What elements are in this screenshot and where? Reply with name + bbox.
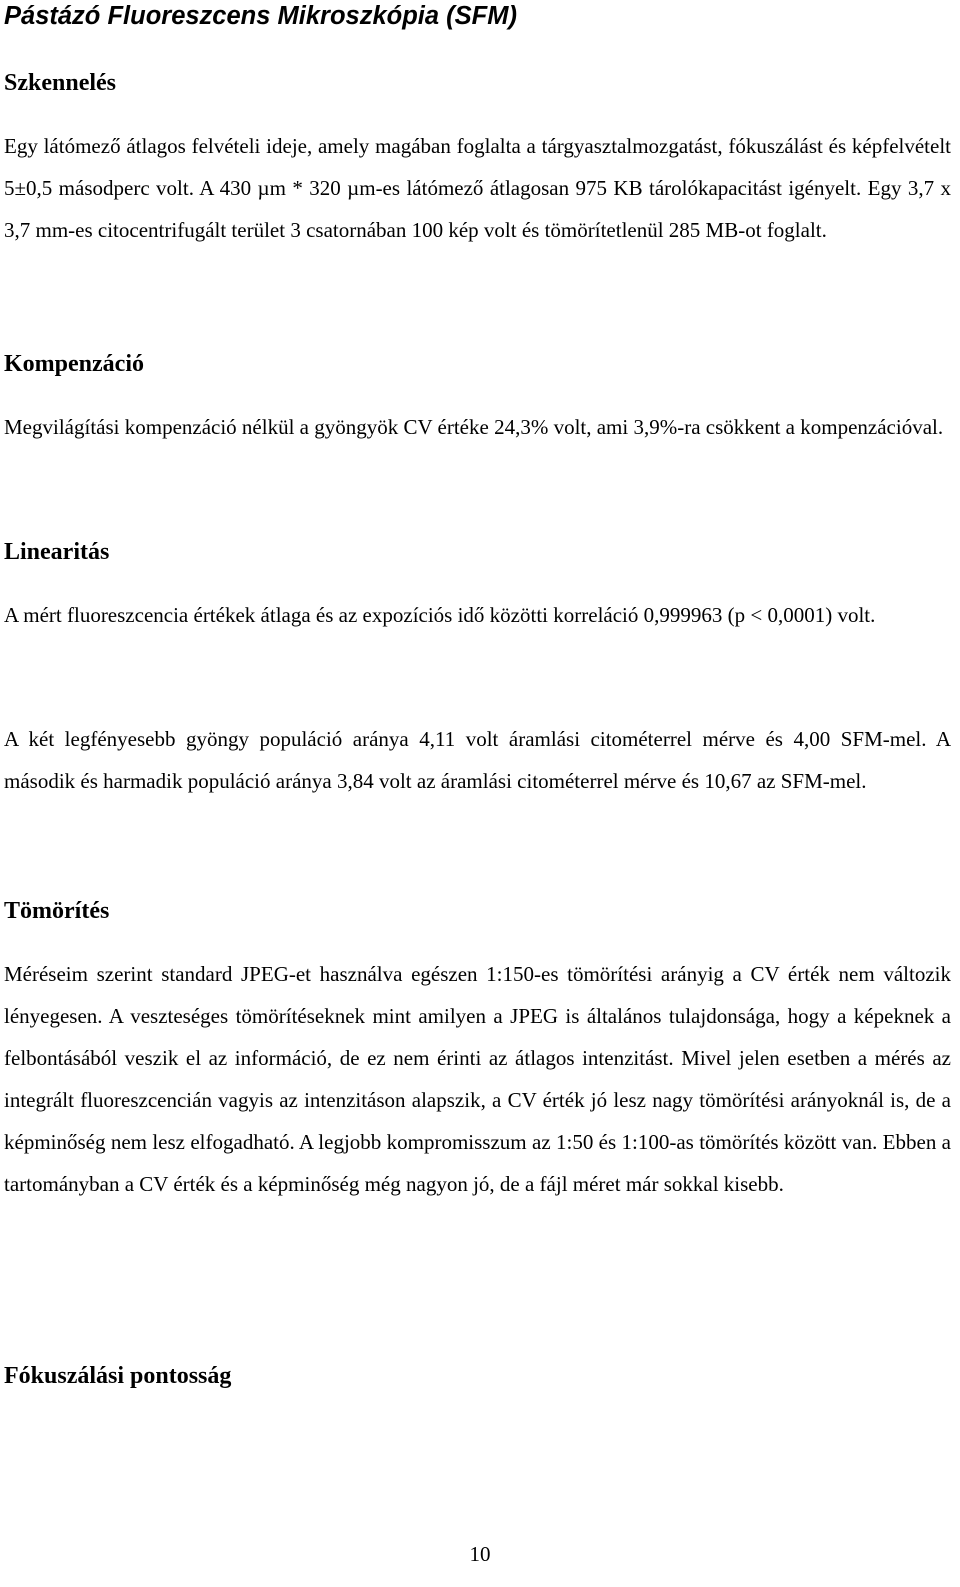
document-title: Pástázó Fluoreszcens Mikroszkópia (SFM)	[4, 2, 517, 30]
section-heading-fokuszalasi-pontossag: Fókuszálási pontosság	[4, 1363, 232, 1389]
paragraph-tomorites: Méréseim szerint standard JPEG-et használva egészen 1:150-es tömörítési arányig a CV érték nem változik lényegesen. A veszteséges tömörítéseknek mint amilyen a JPEG is általános tulajdonsága, hogy a képeknek a felbontásából veszik el az információ, de ez nem érinti az átlagos intenzitást. Mivel jelen esetben a mérés az integrált fluoreszcencián vagyis az intenzitáson alapszik, a CV érték jó lesz nagy tömörítési arányoknál is, de a képminőség nem lesz elfogadható. A legjobb kompromisszum az 1:50 és 1:100-as tömörítés között van. Ebben a tartományban a CV érték és a képminőség még nagyon jó, de a fájl méret már sokkal kisebb.	[4, 962, 951, 1196]
paragraph-linearitas-2: A két legfényesebb gyöngy populáció aránya 4,11 volt áramlási citométerrel mérve és 4,00 SFM-mel. A második és harmadik populáció aránya 3,84 volt az áramlási citométerrel mérve és 10,67 az SFM-mel.	[4, 727, 951, 793]
paragraph-kompenzacio: Megvilágítási kompenzáció nélkül a gyöngyök CV értéke 24,3% volt, ami 3,9%-ra csökkent a kompenzációval.	[4, 415, 944, 439]
paragraph-szkenneles: Egy látómező átlagos felvételi ideje, amely magában foglalta a tárgyasztalmozgatást, fókuszálást és képfelvételt 5±0,5 másodperc volt. A 430 µm * 320 µm-es látómező átlagosan 975 KB tárolókapacitást igényelt. Egy 3,7 x 3,7 mm-es citocentrifugált terület 3 csatornában 100 kép volt és tömörítetlenül 285 MB-ot foglalt.	[4, 134, 951, 242]
paragraph-linearitas-1: A mért fluoreszcencia értékek átlaga és az expozíciós idő közötti korreláció 0,999963 (p < 0,0001) volt.	[4, 603, 876, 627]
page-number: 10	[469, 1542, 491, 1566]
section-heading-szkenneles: Szkennelés	[4, 70, 117, 96]
section-heading-linearitas: Linearitás	[4, 539, 110, 565]
section-heading-kompenzacio: Kompenzáció	[4, 351, 144, 377]
section-heading-tomorites: Tömörítés	[4, 898, 110, 924]
